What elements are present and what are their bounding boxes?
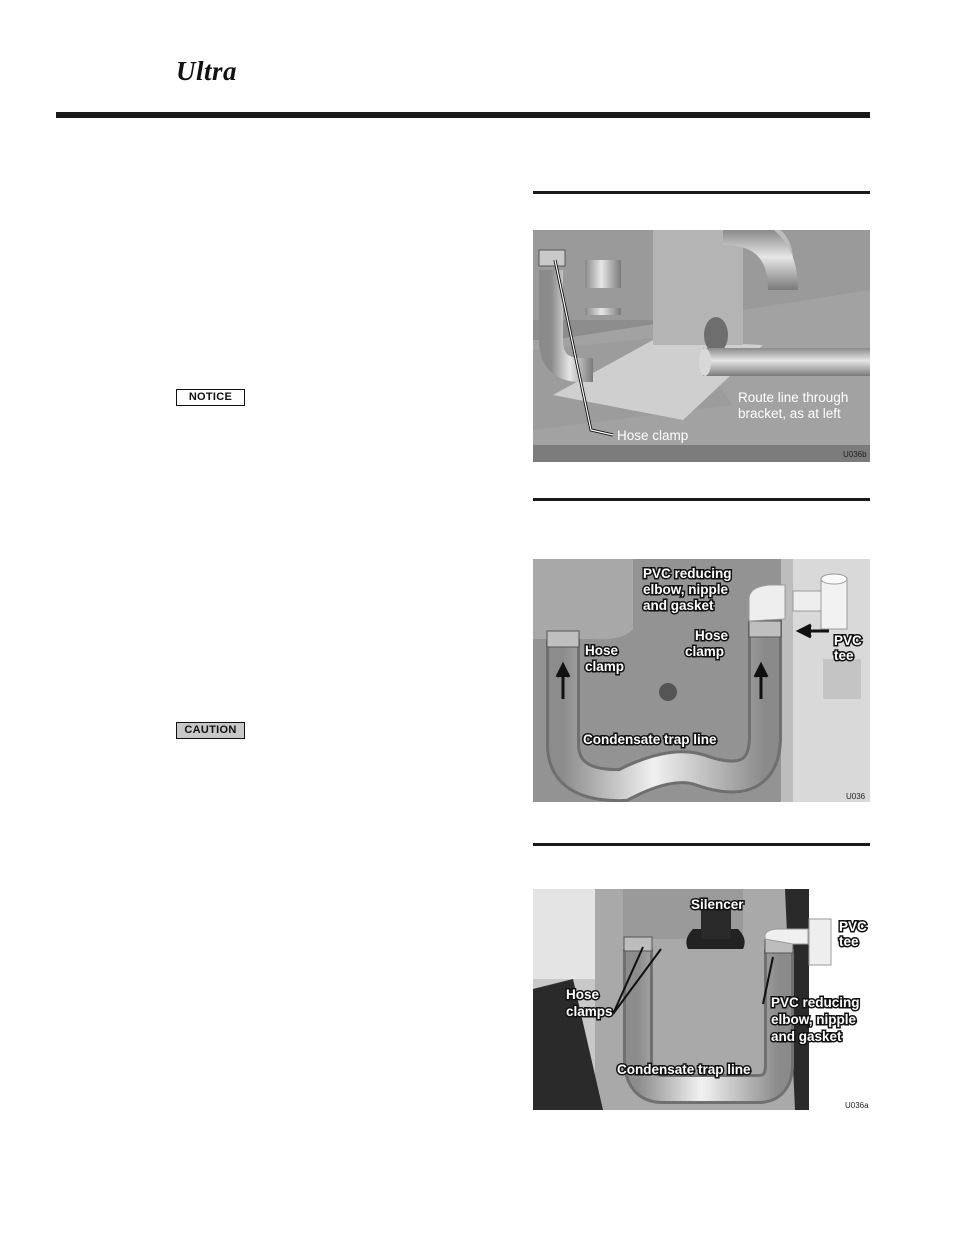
figure2-rule: [533, 498, 870, 501]
fig3-code: U036a: [845, 1101, 869, 1110]
fig3-hose-clamps-label-1: Hose: [566, 987, 600, 1002]
fig1-code: U036b: [843, 450, 867, 459]
brand-logo: Ultra: [176, 56, 238, 86]
figure3-rule: [533, 843, 870, 846]
fig3-silencer-label: Silencer: [691, 897, 744, 912]
notice-badge: NOTICE: [176, 389, 245, 406]
figure1-image: [533, 230, 870, 462]
fig2-pvc-elbow-label-3: and gasket: [643, 598, 714, 613]
fig2-trap-line-label: Condensate trap line: [583, 732, 717, 747]
caution-badge: CAUTION: [176, 722, 245, 739]
fig2-hose-clamp-left-label-2: clamp: [585, 659, 625, 674]
fig3-hose-clamps-label-2: clamps: [566, 1004, 613, 1019]
fig1-route-label-1: Route line through: [738, 390, 849, 405]
header-rule: [56, 112, 870, 118]
figure2-image: [533, 559, 870, 802]
figure1-rule: [533, 191, 870, 194]
figure3-image: [533, 889, 870, 1110]
fig2-hose-clamp-left-label-1: Hose: [585, 643, 619, 658]
fig3-pvc-elbow-label-1: PVC reducing: [771, 995, 860, 1010]
fig1-route-label-2: bracket, as at left: [738, 406, 841, 421]
fig2-pvc-elbow-label-2: elbow, nipple: [643, 582, 729, 597]
fig2-hose-clamp-right-label-2: clamp: [685, 644, 725, 659]
fig2-pvc-tee-label-2: tee: [834, 648, 854, 663]
fig2-pvc-elbow-label-1: PVC reducing: [643, 566, 732, 581]
fig1-hose-clamp-label: Hose clamp: [617, 428, 689, 443]
fig2-code: U036: [846, 792, 866, 801]
fig2-pvc-tee-label-1: PVC: [834, 633, 862, 648]
fig3-pvc-tee-label-2: tee: [839, 934, 859, 949]
fig3-pvc-tee-label-1: PVC: [839, 919, 867, 934]
fig3-trap-line-label: Condensate trap line: [617, 1062, 751, 1077]
fig2-hose-clamp-right-label-1: Hose: [695, 628, 729, 643]
fig3-pvc-elbow-label-2: elbow, nipple: [771, 1012, 857, 1027]
fig3-pvc-elbow-label-3: and gasket: [771, 1029, 842, 1044]
